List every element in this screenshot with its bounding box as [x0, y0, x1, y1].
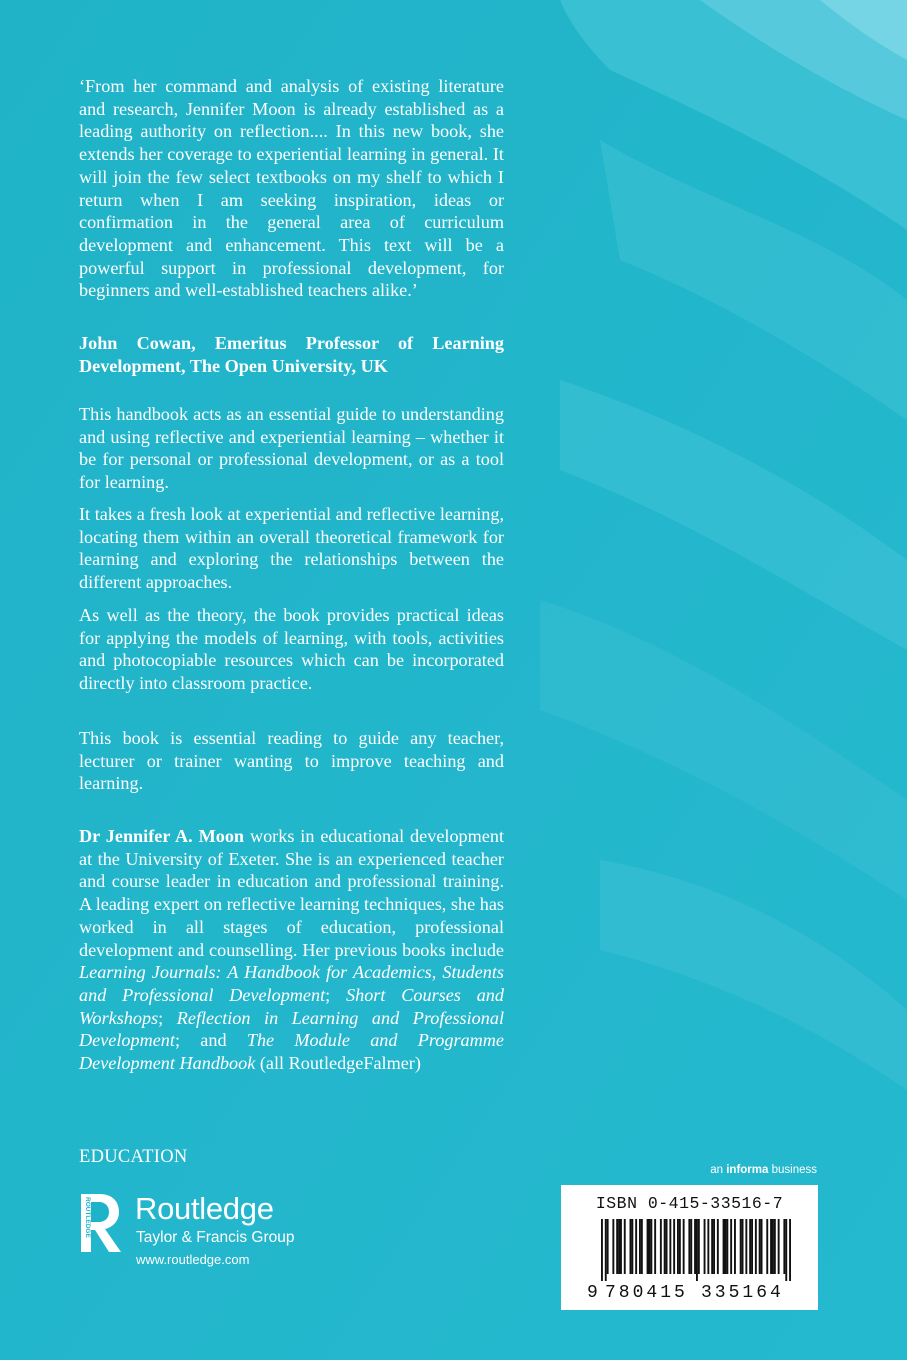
- bio-separator: ;: [325, 984, 347, 1005]
- routledge-logo-icon: [79, 1188, 127, 1256]
- barcode-bar: [669, 1219, 671, 1274]
- barcode-bar: [740, 1219, 742, 1274]
- barcode-bar: [641, 1219, 643, 1274]
- barcode-bar: [785, 1219, 787, 1281]
- description-paragraph-2: It takes a fresh look at experiential and reflective learning, locating them within an overall theoretical framework for learning and exploring the relationships between the different approaches.: [79, 504, 504, 593]
- informa-business-tag: [710, 1164, 817, 1176]
- publisher-url: www.routledge.com: [136, 1252, 250, 1267]
- barcode-bar: [789, 1219, 791, 1281]
- barcode-bar: [666, 1219, 668, 1274]
- barcode-bar: [612, 1219, 614, 1274]
- barcode-bar: [673, 1219, 675, 1274]
- author-bio-outro: (all RoutledgeFalmer): [255, 1053, 421, 1074]
- barcode-bar: [711, 1219, 713, 1274]
- barcode-bar: [766, 1219, 768, 1274]
- barcode-bar: [616, 1219, 618, 1274]
- barcode-bar: [601, 1219, 603, 1281]
- barcode-bar: [717, 1219, 719, 1274]
- barcode-bar: [605, 1219, 607, 1281]
- barcode-bar: [618, 1219, 620, 1274]
- barcode-bar: [707, 1219, 709, 1274]
- barcode-bars: [601, 1219, 791, 1281]
- barcode-bar: [759, 1219, 761, 1274]
- barcode-bar: [761, 1219, 763, 1274]
- description-paragraph-3: As well as the theory, the book provides practical ideas for applying the models of learning, with tools, activities and photocopiable resources which can be incorporated directly into classroom practice.: [79, 605, 504, 694]
- barcode-bar: [639, 1219, 641, 1274]
- barcode-bar: [690, 1219, 692, 1274]
- publisher-group: Taylor & Francis Group: [136, 1229, 295, 1246]
- bio-separator: ;: [158, 1007, 177, 1028]
- barcode-bar: [698, 1219, 700, 1274]
- barcode-bar: [734, 1219, 736, 1274]
- barcode-bar: [723, 1219, 725, 1274]
- barcode-bar: [749, 1219, 751, 1274]
- barcode-bar: [620, 1219, 622, 1274]
- barcode-bar: [647, 1219, 649, 1274]
- barcode-bar: [730, 1219, 732, 1274]
- barcode-bar: [694, 1219, 696, 1274]
- description-paragraph-1: This handbook acts as an essential guide to understanding and using reflective and experiential learning – whether it be for personal or professional development, or as a tool for learning.: [79, 404, 504, 493]
- barcode-bar: [650, 1219, 652, 1274]
- bio-separator: ; and: [174, 1030, 247, 1051]
- barcode-bar: [696, 1219, 698, 1281]
- barcode-bar: [755, 1219, 757, 1274]
- informa-suffix: business: [768, 1164, 817, 1176]
- barcode-bar: [772, 1219, 774, 1274]
- description-paragraph-4: This book is essential reading to guide any teacher, lecturer or trainer wanting to improve teaching and learning.: [79, 728, 504, 794]
- barcode-bar: [783, 1219, 785, 1274]
- barcode-bar: [679, 1219, 681, 1274]
- barcode-bar: [704, 1219, 706, 1274]
- barcode-digits-left: 780415: [605, 1283, 688, 1303]
- informa-prefix: an: [710, 1164, 727, 1176]
- barcode-bar: [677, 1219, 679, 1274]
- subject-category: EDUCATION: [79, 1147, 188, 1167]
- barcode-bar: [778, 1219, 780, 1274]
- barcode-bar: [630, 1219, 632, 1274]
- barcode-bar: [742, 1219, 744, 1274]
- publisher-name: Routledge: [135, 1191, 274, 1226]
- isbn-label: ISBN 0-415-33516-7: [595, 1194, 784, 1213]
- author-name: Dr Jennifer A. Moon: [79, 826, 245, 846]
- publisher-imprint: [79, 1188, 339, 1278]
- barcode-bar: [725, 1219, 727, 1274]
- barcode-bar: [635, 1219, 637, 1274]
- previous-book-title: Learning Journals: A Handbook for Academics, Students and Professional Development: [79, 962, 504, 1005]
- isbn-barcode-box: [561, 1185, 818, 1310]
- barcode-bar: [770, 1219, 772, 1274]
- previous-book-title: Reflection in Learning and Professional Development: [79, 1007, 505, 1051]
- barcode-bar: [751, 1219, 753, 1274]
- barcode-bar: [713, 1219, 715, 1274]
- barcode-bar: [774, 1219, 776, 1274]
- endorsement-attribution: John Cowan, Emeritus Professor of Learning Development, The Open University, UK: [79, 333, 504, 376]
- barcode-digit-first: 9: [587, 1283, 598, 1303]
- barcode-bar: [631, 1219, 633, 1274]
- previous-book-title: Short Courses and Workshops: [79, 984, 504, 1028]
- barcode-bar: [607, 1219, 609, 1274]
- barcode-bar: [649, 1219, 651, 1274]
- barcode-bar: [664, 1219, 666, 1274]
- author-bio-intro: works in educational development at the University of Exeter. She is an experienced teacher and course leader in education and professional training. A leading expert on reflective learning techniques, she has worked in all stages of education, professional development and counselling. Her previous books include: [79, 826, 504, 960]
- barcode-bar: [683, 1219, 685, 1274]
- barcode-bar: [654, 1219, 656, 1274]
- barcode-bar: [660, 1219, 662, 1274]
- barcode-bar: [688, 1219, 690, 1274]
- barcode-bar: [624, 1219, 626, 1274]
- logo-vertical-text: ROUTLEDGE: [84, 1197, 91, 1238]
- barcode-bar: [726, 1219, 728, 1274]
- barcode-digits-right: 335164: [701, 1283, 784, 1303]
- author-bio: [79, 825, 504, 1075]
- informa-brand: informa: [726, 1164, 769, 1176]
- barcode: [561, 1185, 818, 1310]
- barcode-bar: [745, 1219, 747, 1274]
- endorsement-quote: ‘From her command and analysis of existing literature and research, Jennifer Moon is already established as a leading authority on reflection.... In this new book, she extends her coverage to experiential learning in general. It will join the few select textbooks on my shelf to which I return when I am seeking inspiration, ideas or confirmation in the general area of curriculum development and enhancement. This text will be a powerful support in professional development, for beginners and well-established teachers alike.’: [79, 76, 504, 301]
- previous-book-title: The Module and Programme Development Handbook: [79, 1030, 504, 1074]
